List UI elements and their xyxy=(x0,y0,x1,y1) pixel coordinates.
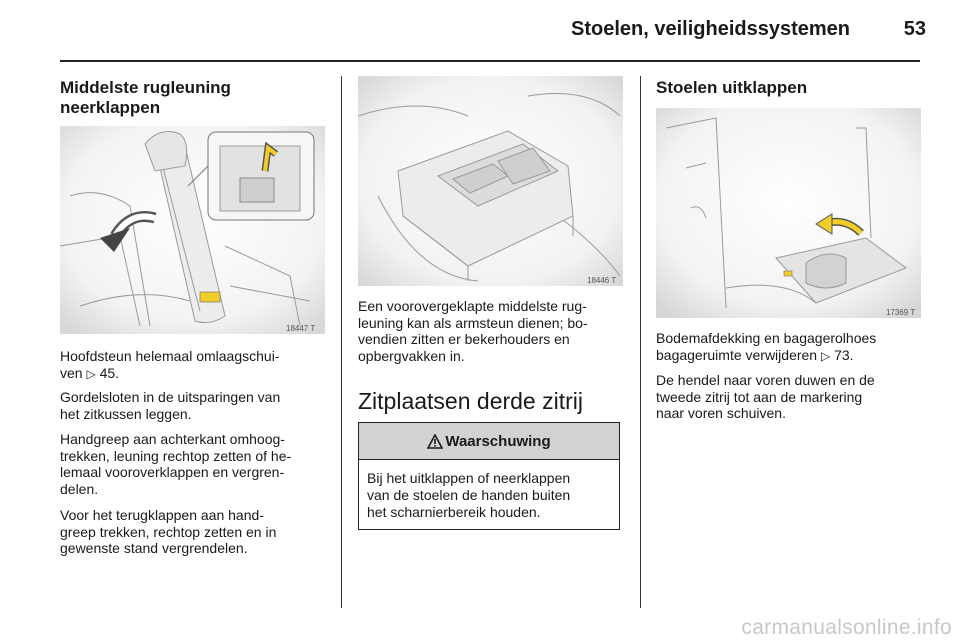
warning-title: Waarschuwing xyxy=(445,432,551,450)
paragraph-handle: Handgreep aan achterkant omhoog- trekken, leuning rechtop zetten of he- lemaal vooroverklappen en vergren- delen. xyxy=(60,431,292,497)
paragraph-armrest: Een voorovergeklapte middelste rug- leuning kan als armsteun dienen; bo- vendien zitten er bekerhouders en opbergvakken in. xyxy=(358,298,588,364)
warning-text: Bij het uitklappen of neerklappen van de stoelen de handen buiten het scharnierbereik houden. xyxy=(367,470,571,520)
column-divider-left xyxy=(341,76,342,608)
column-divider-right xyxy=(640,76,641,608)
watermark: carmanualsonline.info xyxy=(741,616,952,639)
warning-box xyxy=(358,422,620,530)
figure-code-left: 18447 T xyxy=(286,324,316,333)
figure-code-middle: 18446 T xyxy=(587,276,617,285)
page-ref-icon: ▷ xyxy=(86,366,96,381)
paragraph-remove-cover: Bodemafdekking en bagagerolhoes bagageruimte verwijderen ▷ 73. xyxy=(656,330,877,363)
figure-code-right: 17369 T xyxy=(886,308,916,317)
warning-header xyxy=(359,423,619,460)
paragraph-fold-back: Voor het terugklappen aan hand- greep trekken, rechtop zetten en in gewenste stand vergrendelen. xyxy=(60,507,277,556)
running-header-title: Stoelen, veiligheidssystemen xyxy=(571,18,850,40)
paragraph-headrest: Hoofdsteun helemaal omlaagschui- ven ▷ 45. xyxy=(60,348,280,381)
page-number: 53 xyxy=(903,18,926,40)
paragraph-push-lever: De hendel naar voren duwen en de tweede zitrij tot aan de markering naar voren schuiven. xyxy=(656,372,875,421)
section-heading-middle-backrest: Middelste rugleuning neerklappen xyxy=(60,78,231,117)
paragraph-belt-buckles: Gordelsloten in de uitsparingen van het zitkussen leggen. xyxy=(60,389,281,422)
figure-fold-backrest xyxy=(60,126,325,334)
figure-unfold-seats xyxy=(656,108,921,318)
figure-armrest xyxy=(358,76,623,286)
warning-triangle-icon xyxy=(427,434,443,449)
page-ref-icon: ▷ xyxy=(820,348,831,363)
section-heading-third-row: Zitplaatsen derde zitrij xyxy=(358,388,583,414)
header-rule xyxy=(60,60,920,62)
section-heading-unfold-seats: Stoelen uitklappen xyxy=(656,78,808,97)
